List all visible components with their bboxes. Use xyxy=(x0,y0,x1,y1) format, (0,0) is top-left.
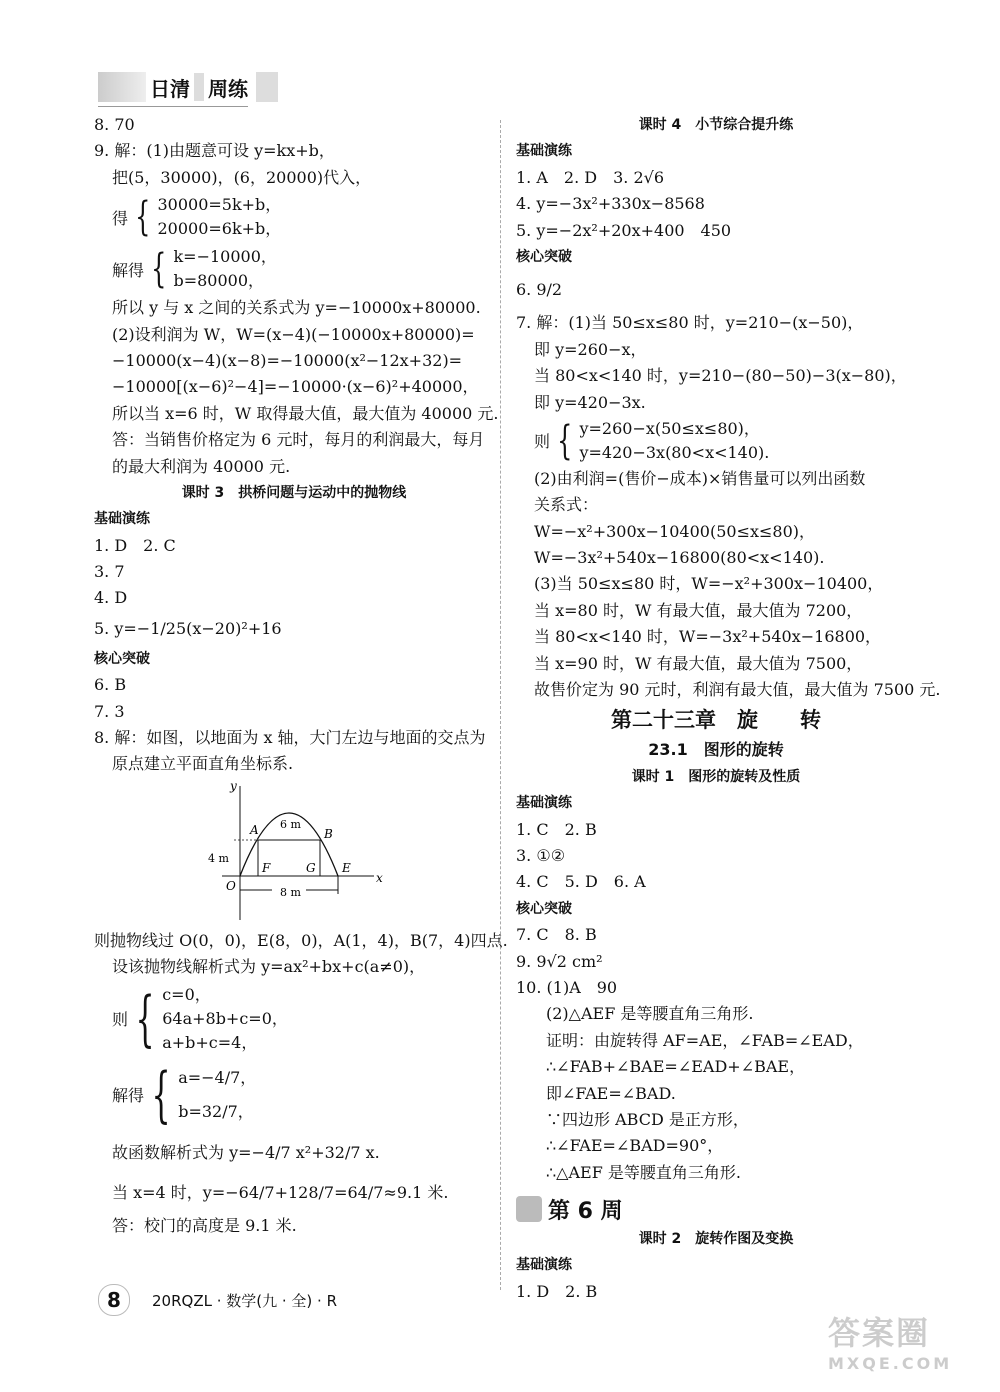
lesson-title: 课时 3 拱桥问题与运动中的抛物线 xyxy=(181,484,407,501)
week-badge-icon xyxy=(516,1196,542,1222)
system-prefix: 则 xyxy=(112,1010,129,1030)
width-6m-label: 6 m xyxy=(280,817,301,831)
answer-line: 关系式： xyxy=(534,495,599,515)
point-e-label: E xyxy=(342,860,351,875)
answer-line: 3. ①② xyxy=(516,845,566,865)
section-heading: 核心突破 xyxy=(516,900,572,917)
answer-line: 5. y=−2x²+20x+400 450 xyxy=(516,220,732,240)
answer-line: 的最大利润为 40000 元. xyxy=(112,456,291,476)
answer-line: 当 80<x<140 时，W=−3x²+540x−16800， xyxy=(534,627,882,647)
equation-system xyxy=(94,191,494,243)
brace: { xyxy=(151,1059,171,1130)
brace: { xyxy=(135,983,155,1054)
answer-line: 7. C 8. B xyxy=(516,925,597,945)
section-heading: 基础演练 xyxy=(516,1257,572,1274)
parabola-figure xyxy=(94,778,494,928)
system-line: c=0， xyxy=(162,984,211,1004)
x-axis-label: x xyxy=(376,870,383,885)
answer-line: 答：当销售价格定为 6 元时，每月的利润最大，每月 xyxy=(112,430,485,450)
system-lines xyxy=(157,193,281,241)
system-line: k=−10000， xyxy=(173,247,277,267)
brace: { xyxy=(135,194,151,241)
answer-line: 故函数解析式为 y=−4/7 x²+32/7 x. xyxy=(112,1142,380,1162)
answer-line: 9. 解：(1)由题意可设 y=kx+b， xyxy=(94,141,335,161)
answer-line: W=−x²+300x−10400(50≤x≤80)， xyxy=(534,521,816,541)
answer-line: 当 x=4 时，y=−64/7+128/7=64/7≈9.1 米. xyxy=(112,1182,449,1202)
answer-line: (2)设利润为 W，W=(x−4)(−10000x+80000)= xyxy=(112,324,475,344)
point-b-label: B xyxy=(324,826,333,841)
week-heading xyxy=(516,1192,916,1226)
answer-line: 1. A 2. D 3. 2√6 xyxy=(516,167,664,187)
lesson-title: 课时 4 小节综合提升练 xyxy=(638,117,794,133)
origin-label: O xyxy=(226,878,236,893)
week-title: 第 6 周 xyxy=(548,1198,623,1224)
system-line: y=260−x(50≤x≤80)， xyxy=(579,418,760,438)
answer-line: 设该抛物线解析式为 y=ax²+bx+c(a≠0)， xyxy=(112,957,426,977)
page-header xyxy=(98,70,278,104)
answer-line: 5. y=−1/25(x−20)²+16 xyxy=(94,618,282,638)
width-8m-label: 8 m xyxy=(280,885,301,899)
system-prefix: 解得 xyxy=(112,1086,145,1106)
answer-line: 所以当 x=6 时，W 取得最大值，最大值为 40000 元. xyxy=(112,403,499,423)
answer-line: 把(5，30000)，(6，20000)代入， xyxy=(112,167,372,187)
answer-line: 当 x=90 时，W 有最大值，最大值为 7500， xyxy=(534,653,863,673)
answer-line: ∵四边形 ABCD 是正方形， xyxy=(546,1109,749,1129)
point-g-label: G xyxy=(306,860,316,875)
y-axis-label: y xyxy=(230,778,237,793)
answer-line: 当 x=80 时，W 有最大值，最大值为 7200， xyxy=(534,600,863,620)
watermark-logo xyxy=(828,1308,980,1380)
answer-line: 8. 解：如图，以地面为 x 轴，大门左边与地面的交点为 xyxy=(94,728,486,748)
section-heading: 基础演练 xyxy=(94,511,150,528)
answer-line: 即 y=420−3x. xyxy=(534,392,646,412)
answer-line: 则抛物线过 O(0，0)，E(8，0)，A(1，4)，B(7，4)四点. xyxy=(94,930,508,950)
system-lines xyxy=(162,983,288,1055)
answer-line: 10. (1)A 90 xyxy=(516,977,618,997)
chapter-title: 第二十三章 旋 转 xyxy=(611,708,821,733)
system-prefix: 解得 xyxy=(112,260,145,280)
system-line: a=−4/7， xyxy=(178,1067,257,1087)
left-column xyxy=(94,112,508,1239)
answer-line: 1. D 2. C xyxy=(94,535,176,555)
system-lines xyxy=(579,417,769,465)
header-title-2: 周练 xyxy=(208,76,248,101)
section-heading: 基础演练 xyxy=(516,143,572,160)
system-line: a+b+c=4， xyxy=(162,1032,258,1052)
right-column xyxy=(516,112,941,1305)
system-prefix: 则 xyxy=(534,432,551,452)
answer-line: 原点建立平面直角坐标系. xyxy=(112,754,294,774)
answer-line: 所以 y 与 x 之间的关系式为 y=−10000x+80000. xyxy=(112,298,481,318)
section-title: 23.1 图形的旋转 xyxy=(648,740,784,760)
answer-line: 1. D 2. B xyxy=(516,1281,598,1301)
header-rule xyxy=(98,106,248,107)
answer-line: 4. C 5. D 6. A xyxy=(516,872,646,892)
answer-line: 9. 9√2 cm² xyxy=(516,951,603,971)
answer-line: 1. C 2. B xyxy=(516,819,597,839)
section-heading: 基础演练 xyxy=(516,795,572,812)
answer-line: −10000(x−4)(x−8)=−10000(x²−12x+32)= xyxy=(112,350,463,370)
answer-line: 3. 7 xyxy=(94,562,125,582)
answer-line: 7. 3 xyxy=(94,701,125,721)
system-lines xyxy=(173,245,276,293)
section-heading: 核心突破 xyxy=(94,650,150,667)
answer-line: (3)当 50≤x≤80 时，W=−x²+300x−10400， xyxy=(534,574,884,594)
answer-line: 8. 70 xyxy=(94,115,135,134)
answer-line: (2)由利润=(售价−成本)×销售量可以列出函数 xyxy=(534,468,866,488)
answer-line: 当 80<x<140 时，y=210−(80−50)−3(x−80)， xyxy=(534,366,907,386)
system-line: 20000=6k+b， xyxy=(157,219,282,239)
page-footer xyxy=(98,1284,337,1316)
watermark-url: MXQE.COM xyxy=(828,1354,953,1373)
lesson-title: 课时 2 旋转作图及变换 xyxy=(638,1231,794,1248)
header-decor-tail xyxy=(256,72,278,102)
system-line: y=420−3x(80<x<140). xyxy=(579,442,770,462)
column-divider xyxy=(500,120,501,1290)
system-line: 30000=5k+b， xyxy=(157,195,282,215)
answer-line: −10000[(x−6)²−4]=−10000·(x−6)²+40000， xyxy=(112,377,479,397)
page-number: 8 xyxy=(98,1284,130,1316)
answer-line: 即 y=260−x， xyxy=(534,339,647,359)
answer-line: 即∠FAE=∠BAD. xyxy=(546,1083,676,1103)
answer-line: 6. 9/2 xyxy=(516,280,563,300)
brace: { xyxy=(557,417,573,464)
brace: { xyxy=(151,246,167,293)
header-decor xyxy=(98,72,146,102)
watermark-text: 答案圈 xyxy=(828,1314,931,1352)
system-prefix: 得 xyxy=(112,208,129,228)
equation-system xyxy=(94,981,494,1057)
answer-line: 故售价定为 90 元时，利润有最大值，最大值为 7500 元. xyxy=(534,680,941,700)
section-heading: 核心突破 xyxy=(516,248,572,265)
system-lines xyxy=(178,1061,256,1129)
answer-line: W=−3x²+540x−16800(80<x<140). xyxy=(534,548,825,568)
answer-line: (2)△AEF 是等腰直角三角形. xyxy=(546,1004,754,1024)
answer-line: 4. D xyxy=(94,588,128,608)
footer-text: 20RQZL · 数学(九 · 全) · R xyxy=(152,1291,337,1310)
answer-line: 答：校门的高度是 9.1 米. xyxy=(112,1215,297,1235)
answer-line: 证明：由旋转得 AF=AE，∠FAB=∠EAD， xyxy=(546,1030,864,1050)
equation-system xyxy=(516,416,916,466)
answer-line: 7. 解：(1)当 50≤x≤80 时，y=210−(x−50)， xyxy=(516,313,864,333)
system-line: b=80000， xyxy=(173,271,265,291)
equation-system xyxy=(94,1057,494,1133)
answer-line: 4. y=−3x²+330x−8568 xyxy=(516,194,705,214)
answer-line: 6. B xyxy=(94,675,127,695)
height-4m-label: 4 m xyxy=(208,851,229,865)
header-separator xyxy=(194,73,204,101)
answer-line: ∴∠FAB+∠BAE=∠EAD+∠BAE， xyxy=(546,1057,806,1077)
header-title-1: 日清 xyxy=(150,76,190,101)
answer-line: ∴∠FAE=∠BAD=90°， xyxy=(546,1136,724,1156)
system-line: 64a+8b+c=0， xyxy=(162,1008,288,1028)
lesson-title: 课时 1 图形的旋转及性质 xyxy=(631,768,801,785)
point-a-label: A xyxy=(250,822,259,837)
equation-system xyxy=(94,243,494,295)
system-line: b=32/7， xyxy=(178,1101,254,1121)
point-f-label: F xyxy=(262,860,271,875)
answer-line: ∴△AEF 是等腰直角三角形. xyxy=(546,1162,741,1182)
